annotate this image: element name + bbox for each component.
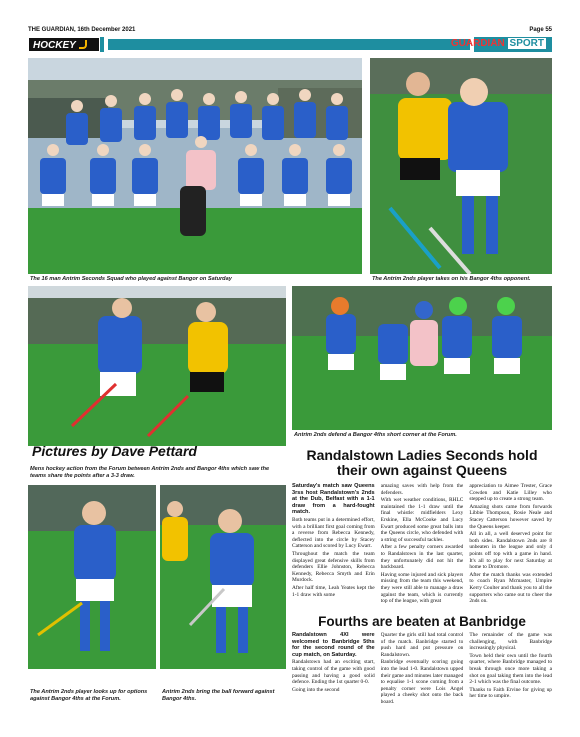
article1-p1: Saturday's match saw Queens 3rss host Randalstown's 2nds at the Dub, Belfast with a 1-1 draw from a hard-fought match. [292, 483, 375, 516]
caption-short-corner: Antrim 2nds defend a Bangor 4ths short corner at the Forum. [294, 432, 457, 438]
caption-takes-on: The Antrim 2nds player takes on his Bangor 4ths opponent. [372, 276, 531, 282]
photo-ball-forward [160, 485, 286, 669]
caption-mens-action: Mens hockey action from the Forum between Antrim 2nds and Bangor 4ths which saw the teams share the points after a 3-3 draw. [30, 466, 270, 479]
article1-p6: With wet weather conditions, RHLC maintained the 1-1 draw until the final whistle: midfielders Lexy Erskine, Ella McCooke and Lucy Ewart produced some great balls into the Queens circle, who defended with a string of successful tackles. [380, 497, 464, 543]
article1-headline: Randalstown Ladies Seconds hold their own against Queens [306, 447, 538, 478]
article1-col3 [469, 483, 552, 611]
banner-strip-inner [108, 39, 470, 50]
article1-col2 [381, 483, 464, 611]
article1-p11: All in all, a well deserved point for both sides. Randalstown 2nds are 8 unbeaten in the league and only 4 points off top with a game in hand. It's all to play for next Saturday at home to Dromore. [469, 531, 553, 571]
photo-short-corner [292, 286, 552, 430]
photo-squad [28, 58, 362, 274]
article2-headline: Fourths are beaten at Banbridge [318, 614, 526, 629]
page-number: Page 55 [529, 27, 552, 33]
section-label-text: HOCKEY [33, 40, 76, 51]
article2-p1: Randalstown 4XI were welcomed to Banbridge 5ths for the second round of the cup match, on Saturday. [292, 632, 375, 658]
article2-p7: Town held their own until the fourth quarter, where Banbridge managed to break through once more taking a shot on goal taking them into the lead 2-1 which was the final outcome. [469, 652, 553, 686]
caption-looks-up: The Antrim 2nds player looks up for options against Bangor 4ths at the Forum. [30, 689, 148, 702]
brand-sport: SPORT [509, 38, 544, 49]
article1-p9: appreciation to Aimee Trester, Grace Cowden and Katie Lilley who stepped up to create a strong team. [469, 483, 553, 503]
article2-col3 [469, 632, 552, 704]
article2-col1 [292, 632, 375, 704]
article1-p7: After a few penalty corners awarded to Randalstown in the last quarter, they unfortunately did not hit the backboard. [380, 544, 464, 571]
photo-mens-action [28, 286, 286, 446]
article2-p4: Quarter the girls still had total control of the match. Banbridge started to push hard and put pressure on Randalstown. [380, 632, 464, 658]
page-header [28, 25, 552, 35]
article1-col1 [292, 483, 375, 611]
article2-body [292, 632, 552, 704]
hockey-stick-icon [79, 40, 87, 49]
photo-credit: Pictures by Dave Pettard [32, 443, 197, 459]
article1-p10: Amazing shots came from forwards Libbie Thompson, Rosie Neale and Stacey Catterson however saved by the Queens keeper. [469, 503, 553, 530]
article1-body [292, 483, 552, 611]
article2-p3: Going into the second [292, 686, 340, 693]
publication-date: THE GUARDIAN, 16th December 2021 [28, 27, 136, 33]
article2-p8: Thanks to Faith Ervine for giving up her time to umpire. [469, 686, 553, 700]
caption-ball-forward: Antrim 2nds bring the ball forward against Bangor 4ths. [162, 689, 275, 702]
article1-p4: After half time, Leah Yeates kept the 1-1 draw with some [292, 584, 375, 598]
guardian-sport-logo [451, 38, 546, 49]
article2-p2: Randalstown had an exciting start, taking control of the game with good passing and having a good solid defence. Ending the 1st quarter 0-0. [292, 659, 375, 686]
photo-takes-on [370, 58, 552, 274]
photo-looks-up [28, 485, 156, 669]
article2-col2 [381, 632, 464, 704]
section-banner [28, 37, 552, 52]
brand-name: GUARDIAN [450, 38, 505, 49]
article1-p3: Throughout the match the team displayed great defensive skills from defenders Ellie Johnston, Rebecca Kennedy, Rebecca Smyth and Erin Murdock. [292, 550, 375, 584]
article1-p2: Both teams put in a determined effort, with a brilliant first goal coming from a reverse from Rebecca Kennedy, deflected into the circle by Stacey Catterson and scored by Lucy Ewart. [292, 516, 375, 550]
article1-p8: Having some injured and sick players missing from the team this weekend, they were still able to manage a draw against the team, which is currently top of the league, with great [380, 571, 464, 605]
article2-p6: The remainder of the game was challenging, with Banbridge increasingly physical. [469, 632, 553, 652]
section-label [28, 37, 100, 52]
article1-p12: After the match thanks was extended to coach Ryan Mcmaster, Umpire Kerry Coulter and thank you to all the supporters who came out to cheer the 2nds on. [469, 571, 553, 605]
article2-p5: Banbridge eventually scoring going into the lead 1-0. Randalstown upped their game and minutes later managed to equalise 1-1 scone coming from a penalty corner were Lois Angel played a cheeky shot onto the back board. [380, 659, 464, 704]
article1-p5: amazing saves with help from the defenders. [380, 483, 464, 496]
caption-squad: The 16 man Antrim Seconds Squad who played against Bangor on Saturday [30, 276, 232, 282]
